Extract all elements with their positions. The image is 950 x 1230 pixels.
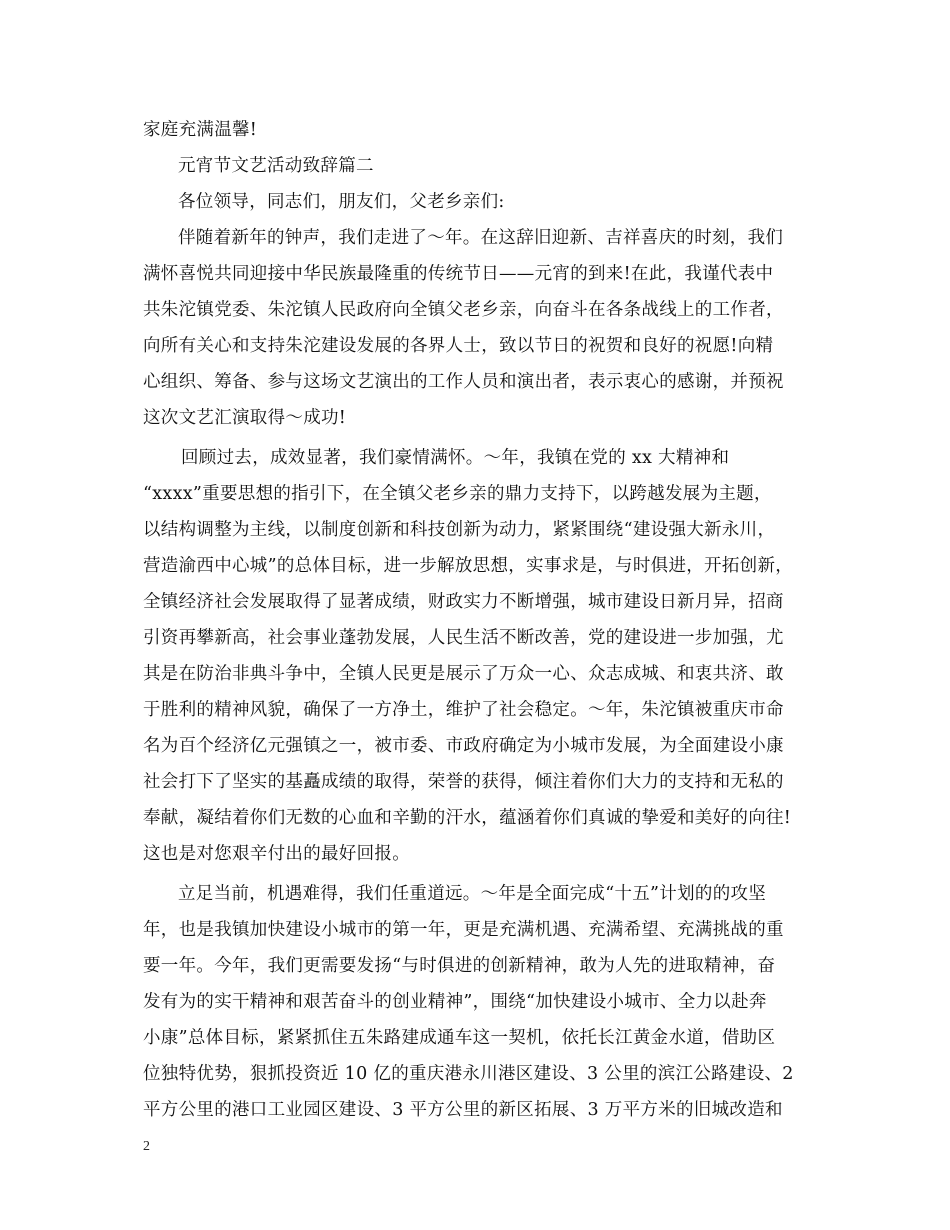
- text-line: 这次文艺汇演取得～成功!: [143, 408, 347, 428]
- text-line: 平方公里的港口工业园区建设、3 平方公里的新区拓展、3 万平方米的旧城改造和: [143, 1100, 783, 1120]
- section-heading: 元宵节文艺活动致辞篇二: [178, 156, 374, 176]
- text-line: 名为百个经济亿元强镇之一，被市委、市政府确定为小城市发展，为全面建设小康: [143, 736, 784, 756]
- text-line: 伴随着新年的钟声，我们走进了～年。在这辞旧迎新、吉祥喜庆的时刻，我们: [178, 228, 784, 248]
- text-line: 向所有关心和支持朱沱建设发展的各界人士，致以节日的祝贺和良好的祝愿!向精: [143, 336, 774, 356]
- salutation: 各位领导，同志们，朋友们，父老乡亲们:: [178, 192, 505, 212]
- page-number: 2: [143, 1139, 150, 1154]
- text-line: 营造渝西中心城”的总体目标，进一步解放思想，实事求是，与时俱进，开拓创新，: [143, 556, 794, 576]
- text-line: 这也是对您艰辛付出的最好回报。: [143, 844, 410, 864]
- text-line: 其是在防治非典斗争中，全镇人民更是展示了万众一心、众志成城、和衷共济、敢: [143, 664, 784, 684]
- text-line: 年，也是我镇加快建设小城市的第一年，更是充满机遇、充满希望、充满挑战的重: [143, 920, 784, 940]
- text-line: 以结构调整为主线，以制度创新和科技创新为动力，紧紧围绕“建设强大新永川，: [143, 520, 776, 540]
- text-line: 共朱沱镇党委、朱沱镇人民政府向全镇父老乡亲，向奋斗在各条战线上的工作者，: [143, 300, 784, 320]
- text-line: 位独特优势，狠抓投资近 10 亿的重庆港永川港区建设、3 公里的滨江公路建设、2: [143, 1064, 794, 1084]
- text-line: 社会打下了坚实的基矗成绩的取得，荣誉的获得，倾注着你们大力的支持和无私的: [143, 772, 784, 792]
- text-line: 要一年。今年，我们更需要发扬“与时俱进的创新精神，敢为人先的进取精神，奋: [143, 956, 776, 976]
- text-line: 引资再攀新高，社会事业蓬勃发展，人民生活不断改善，党的建设进一步加强，尤: [143, 628, 784, 648]
- document-body: [143, 112, 811, 1128]
- text-line: 奉献，凝结着你们无数的心血和辛勤的汗水，蕴涵着你们真诚的挚爱和美好的向往!: [143, 808, 792, 828]
- text-line: 立足当前，机遇难得，我们任重道远。～年是全面完成“十五”计划的的攻坚: [178, 884, 767, 904]
- text-line: 于胜利的精神风貌，确保了一方净土，维护了社会稳定。～年，朱沱镇被重庆市命: [143, 700, 784, 720]
- text-line: 家庭充满温馨!: [143, 120, 258, 140]
- text-line: 回顾过去，成效显著，我们豪情满怀。～年，我镇在党的 xx 大精神和: [181, 448, 730, 468]
- text-line: 发有为的实干精神和艰苦奋斗的创业精神”，围绕“加快建设小城市、全力以赴奔: [143, 992, 767, 1012]
- text-line: 小康”总体目标，紧紧抓住五朱路建成通车这一契机，依托长江黄金水道，借助区: [143, 1028, 776, 1048]
- text-line: 满怀喜悦共同迎接中华民族最隆重的传统节日——元宵的到来!在此，我谨代表中: [143, 264, 774, 284]
- text-line: 心组织、筹备、参与这场文艺演出的工作人员和演出者，表示衷心的感谢，并预祝: [143, 372, 784, 392]
- text-line: 全镇经济社会发展取得了显著成绩，财政实力不断增强，城市建设日新月异，招商: [143, 592, 784, 612]
- text-line: “xxxx”重要思想的指引下，在全镇父老乡亲的鼎力支持下，以跨越发展为主题，: [143, 484, 772, 504]
